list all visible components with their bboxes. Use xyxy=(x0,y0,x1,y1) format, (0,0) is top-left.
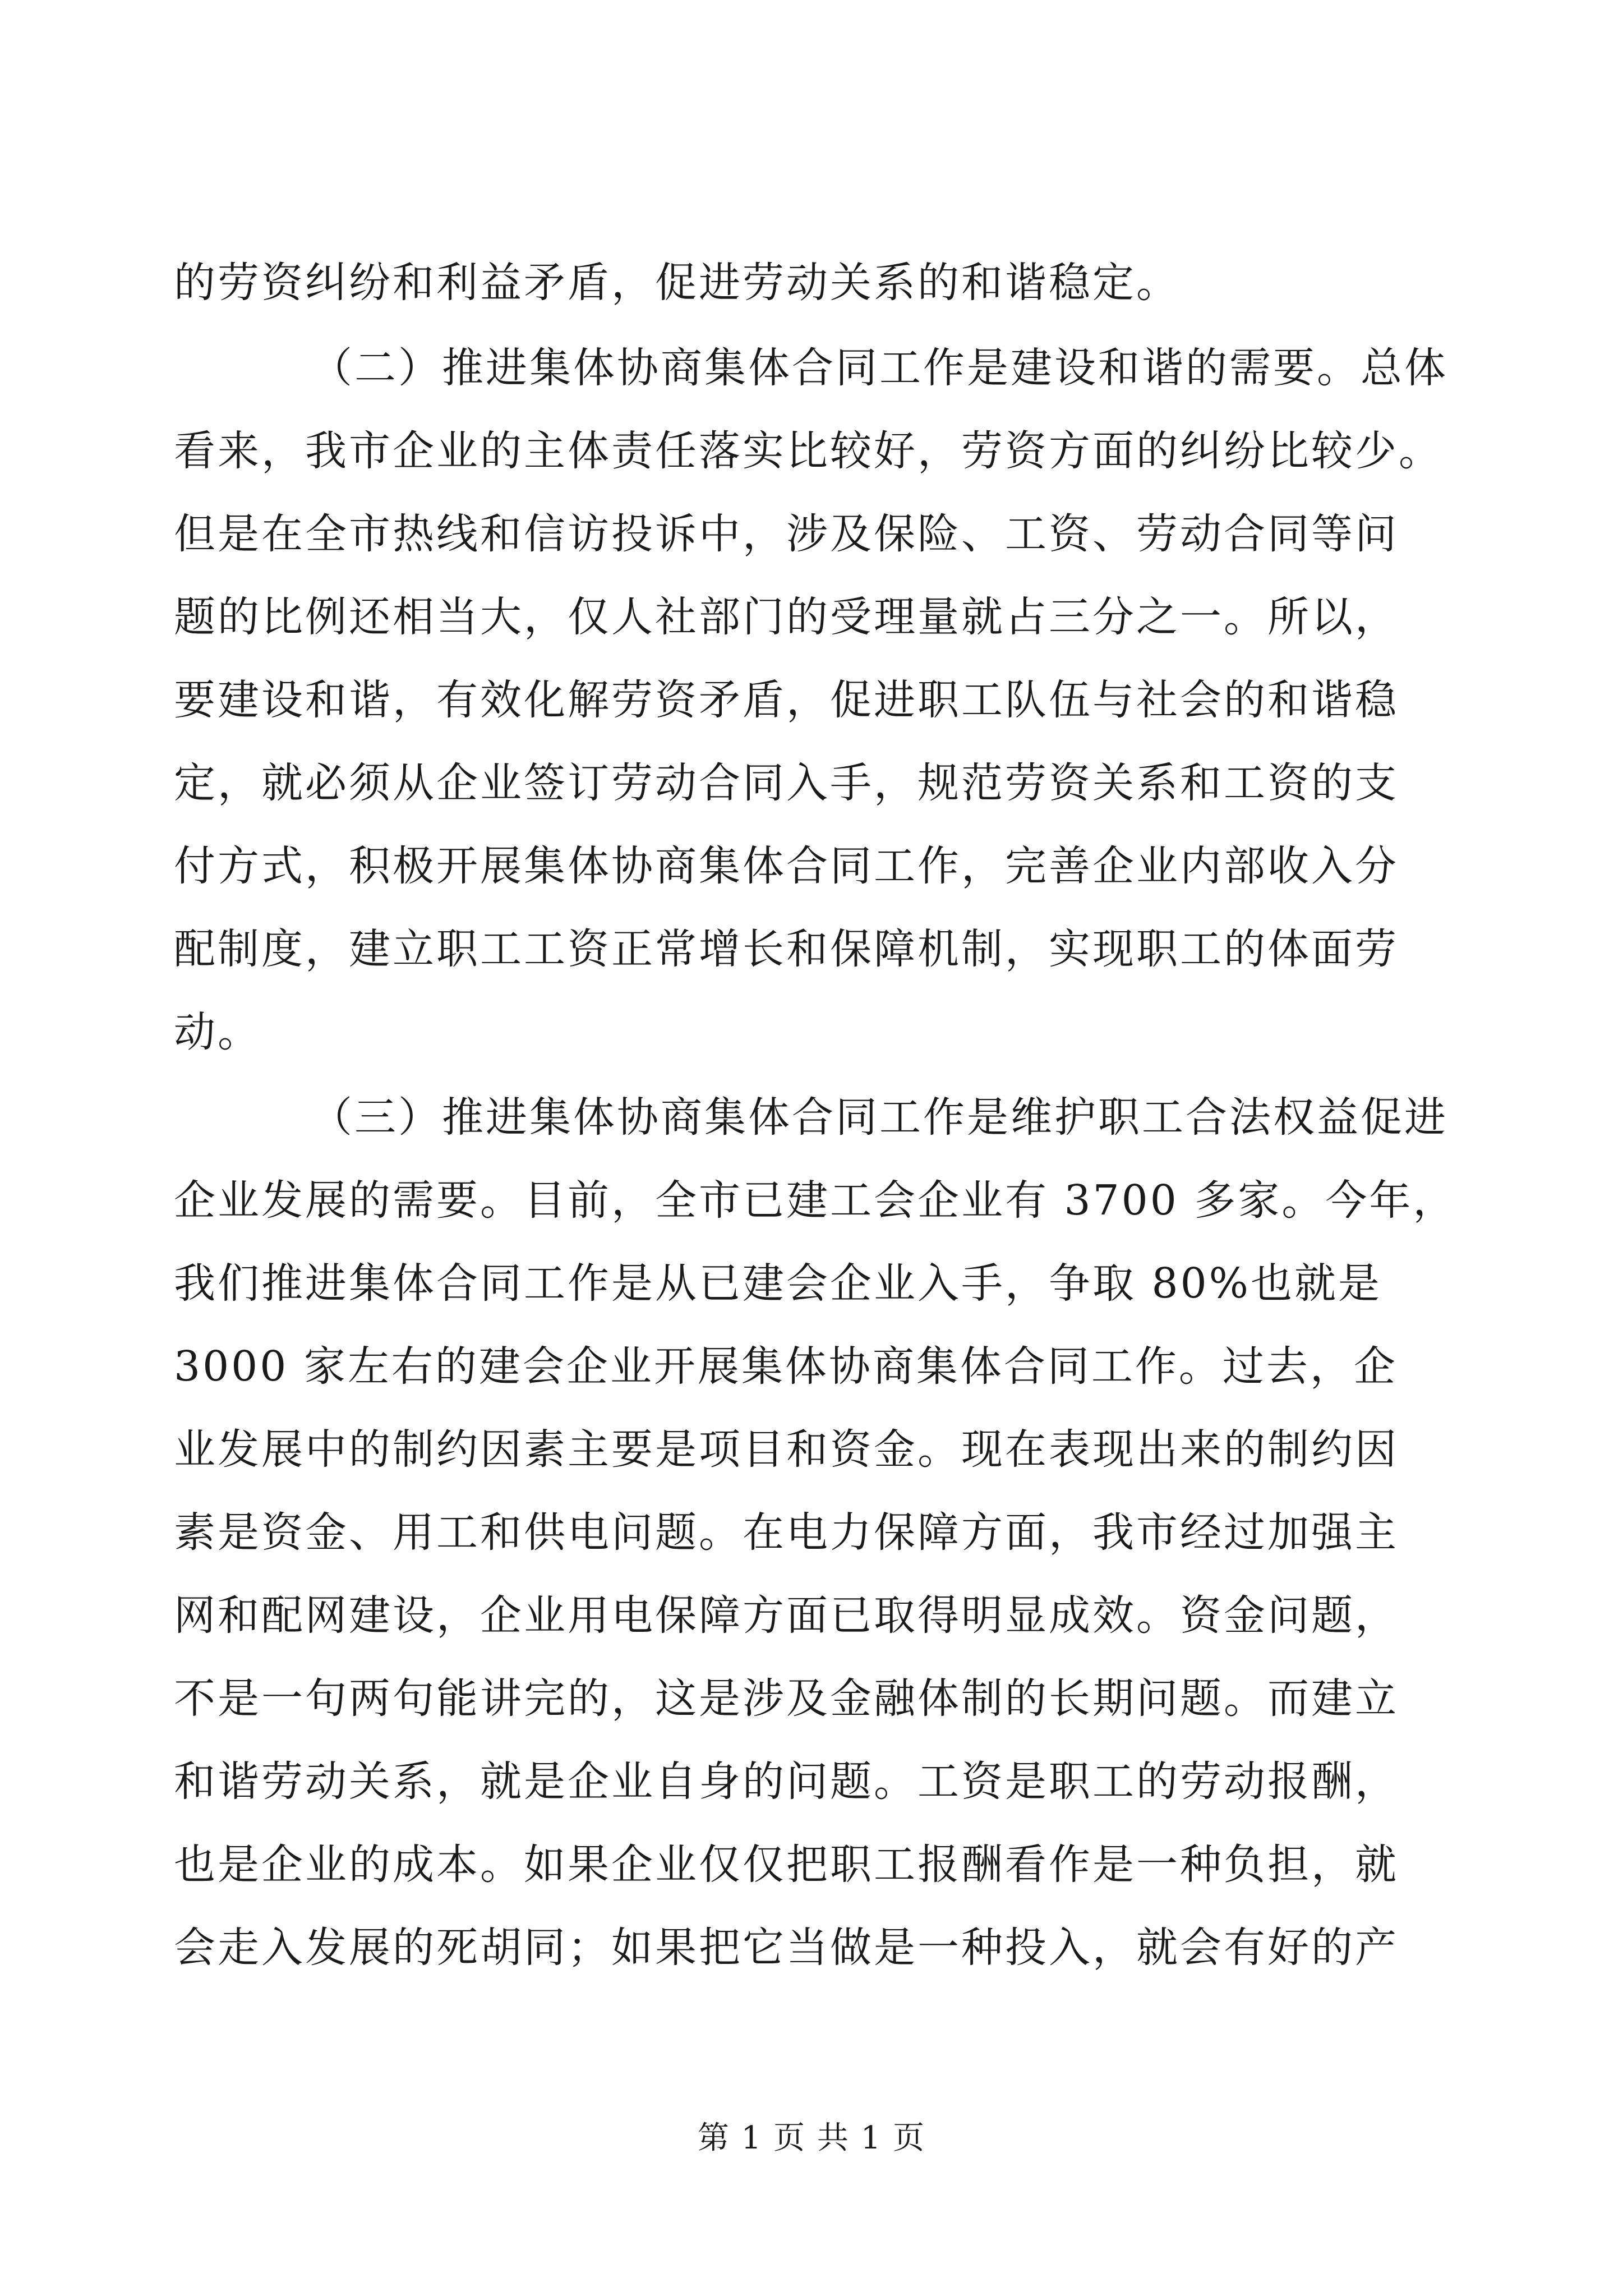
text-line: 但是在全市热线和信访投诉中，涉及保险、工资、劳动合同等问 xyxy=(174,510,1399,558)
text-line: 动。 xyxy=(174,1008,261,1056)
text-line: （三）推进集体协商集体合同工作是维护职工合法权益促进 xyxy=(311,1093,1448,1142)
text-line: 配制度，建立职工工资正常增长和保障机制，实现职工的体面劳 xyxy=(174,925,1399,973)
paragraph-1 xyxy=(174,241,1453,324)
text-line: 定，就必须从企业签订劳动合同入手，规范劳资关系和工资的支 xyxy=(174,759,1399,807)
text-line: 和谐劳动关系，就是企业自身的问题。工资是职工的劳动报酬， xyxy=(174,1757,1399,1806)
text-line: 题的比例还相当大，仅人社部门的受理量就占三分之一。所以， xyxy=(174,593,1399,641)
text-line: 素是资金、用工和供电问题。在电力保障方面，我市经过加强主 xyxy=(174,1508,1399,1557)
text-line: 会走入发展的死胡同；如果把它当做是一种投入，就会有好的产 xyxy=(174,1924,1399,1972)
text-line: 不是一句两句能讲完的，这是涉及金融体制的长期问题。而建立 xyxy=(174,1674,1399,1723)
page-footer xyxy=(0,2116,1623,2161)
text-line: 看来，我市企业的主体责任落实比较好，劳资方面的纠纷比较少。 xyxy=(174,427,1442,475)
text-line: 业发展中的制约因素主要是项目和资金。现在表现出来的制约因 xyxy=(174,1425,1399,1474)
text-line: 要建设和谐，有效化解劳资矛盾，促进职工队伍与社会的和谐稳 xyxy=(174,676,1399,724)
page-number-label: 第 1 页 共 1 页 xyxy=(697,2120,926,2156)
paragraph-2 xyxy=(174,326,1453,1074)
text-line: 我们推进集体合同工作是从已建会企业入手，争取 80%也就是 xyxy=(174,1259,1382,1308)
text-line: 3000 家左右的建会企业开展集体协商集体合同工作。过去，企 xyxy=(174,1342,1398,1391)
text-line: 网和配网建设，企业用电保障方面已取得明显成效。资金问题， xyxy=(174,1591,1399,1640)
text-line: 也是企业的成本。如果企业仅仅把职工报酬看作是一种负担，就 xyxy=(174,1841,1399,1889)
text-line: 企业发展的需要。目前，全市已建工会企业有 3700 多家。今年， xyxy=(174,1176,1457,1225)
text-line: （二）推进集体协商集体合同工作是建设和谐的需要。总体 xyxy=(311,344,1448,392)
text-line: 付方式，积极开展集体协商集体合同工作，完善企业内部收入分 xyxy=(174,842,1399,890)
text-line: 的劳资纠纷和利益矛盾，促进劳动关系的和谐稳定。 xyxy=(174,259,1180,307)
document-body xyxy=(174,241,1457,1989)
paragraph-3 xyxy=(174,1076,1457,1989)
